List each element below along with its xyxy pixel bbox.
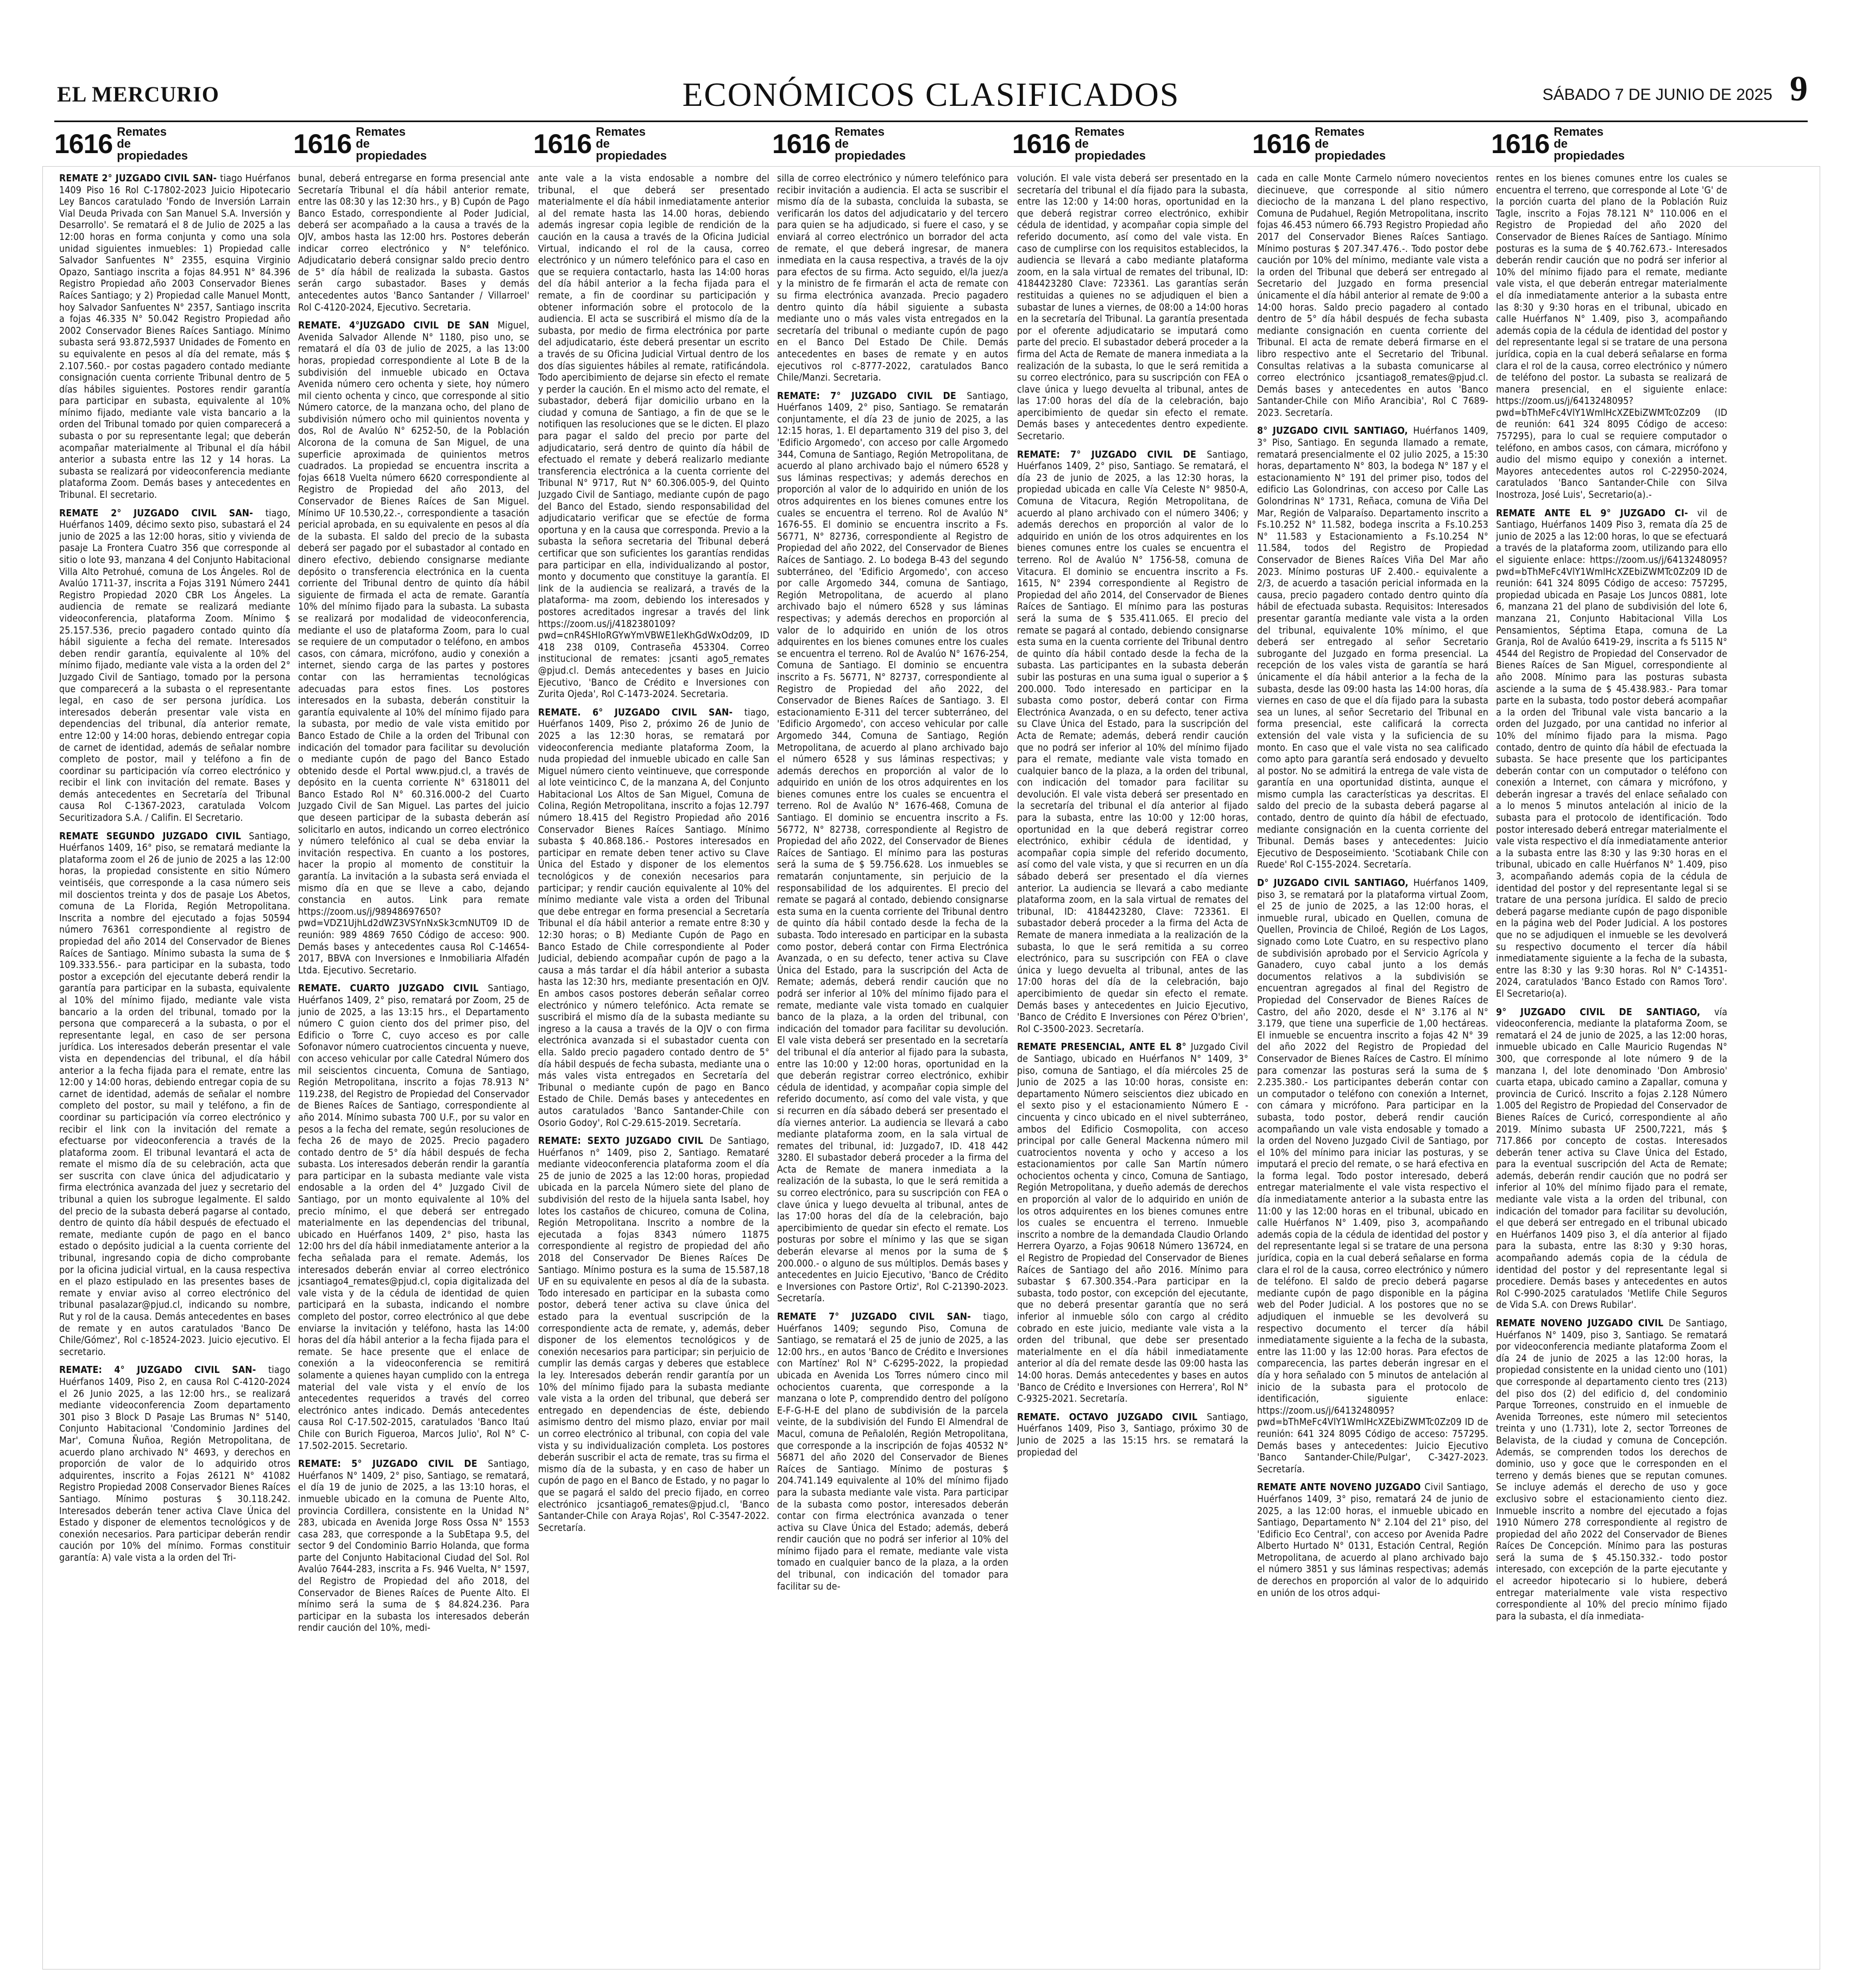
notice-text: Santiago, Huérfanos 1409, 2° piso, Santiago. Se rematarán conjuntamente, el día 23 de junio de 2025, a las 12:15 horas, 1. El departamento 319 del piso 3, del 'Edificio Argomedo', con acceso por calle Argomedo 344, Comuna de Santiago, Región Metropolitana, de acuerdo al plano archivado bajo el número 6528 y sus láminas respectivas; y además derechos en proporción al valor de lo adquirido en unión de los otros adquirentes en los bienes comunes entre los cuales se encuentra el terreno. Rol de Avalúo N° 1676-55. El dominio se encuentra inscrito a Fs. 56771, N° 82736, correspondiente al Registro de Propiedad del año 2022, del Conservador de Bienes Raíces de Santiago. 2. Lo bodega B-43 del segundo subterráneo, del 'Edificio Argomedo', con acceso por calle Argomedo 344, comuna de Santiago, Región Metropolitana, de acuerdo al plano archivado bajo el número 6528 y sus láminas respectivas; y además derechos en proporción al valor de lo adquirido en unión de los otros adquirentes en los bienes comunes entre los cuales se encuentra el terreno. Rol de Avalúo N° 1676-254, Comuna de Santiago. El dominio se encuentra inscrito a Fs. 56771, N° 82737, correspondiente al Registro de Propiedad del año 2022, del Conservador de Bienes Raíces de Santiago. 3. El estacionamiento E-311 del tercer subterráneo, del 'Edificio Argomedo', con acceso vehicular por calle Argomedo 344, Comuna de Santiago, Región Metropolitana, de acuerdo al plano archivado bajo el número 6528 y sus láminas respectivas; y además derechos en proporción al valor de lo adquirido en unión de los otros adquirentes en los bienes comunes entre los cuales se encuentra el terreno. Rol de Avalúo N° 1676-468, Comuna de Santiago. El dominio se encuentra inscrito a Fs. 56772, N° 82738, correspondiente al Registro de Propiedad del año 2022, del Conservador de Bienes Raíces de Santiago. El mínimo para las posturas será la suma de $ 59.756.628. Los inmuebles se rematarán conjuntamente, sin perjuicio de la responsabilidad de los adquirentes. El precio del remate se pagará al contado, debiendo consignarse esta suma en la cuenta corriente del Tribunal dentro de quinto día hábil contado desde la fecha de la subasta. Todo interesado en participar en la subasta como postor, deberá contar con Firma Electrónica Avanzada, o en su defecto, tener activa su Clave Única del Estado, para la suscripción del Acta de Remate; además, deberá rendir caución que no podrá ser inferior al 10% del mínimo fijado para el remate, mediante vale vista tomado en cualquier banco de la plaza, a la orden del tribunal, con indicación del tomador para facilitar su devolución. El vale vista deberá ser presentado en la secretaría del tribunal el día anterior al fijado para la subasta, entre las 10:00 y 12:00 horas, oportunidad en la que deberán registrar correo electrónico, exhibir cédula de identidad, y acompañar copia simple del referido documento, así como del vale vista, y que si recurren en día sábado deberá ser presentado el día viernes anterior. La audiencia se llevará a cabo mediante plataforma zoom, en la sala virtual de remates del tribunal, id: Juzgado7, ID. 418 442 3280. El subastador deberá proceder a la firma del Acta de Remate de manera inmediata a la realización de la subasta, lo que le será remitida a su correo electrónico, para su suscripción con FEA o clave única y luego devuelta al tribunal, antes de las 17:00 horas del día de la celebración, bajo apercibimiento de quedar sin efecto el remate. Los posturas por sobre el mínimo y las que se sigan deberán elevarse al menos por la suma de $ 200.000.- o alguno de sus múltiplos. Demás bases y antecedentes en Juicio Ejecutivo, 'Banco de Crédito e Inversiones con Pastore Ortiz', Rol C-21390-2023. Secretaría.: [777, 390, 1008, 1305]
notice-text: silla de correo electrónico y número telefónico para recibir invitación a audiencia. El acta se suscribir el mismo día de la subasta, concluida la subasta, se verificarán los datos del adjudicatario y del tercero para quien se ha adjudicado, si fuere el caso, y se enviará al correo electrónico un borrador del acta de remate, el que deberá ingresar, de manera inmediata en la causa respectiva, a través de la ojv para efectos de su firma. Acto seguido, el/la juez/a y la ministro de fe firmarán el acta de remate con su firma electrónica avanzada. Precio pagadero dentro quinto día hábil siguiente a subasta mediante uno o más vales vista entregados en la secretaría del tribunal o mediante cupón de pago en el Banco Del Estado De Chile. Demás antecedentes en bases de remate y en autos ejecutivos rol c-8777-2022, caratulados Banco Chile/Manzi. Secretaria.: [777, 173, 1008, 384]
notice: [1496, 508, 1727, 1001]
notice-heading: REMATE ANTE NOVENO JUZGADO: [1257, 1482, 1425, 1493]
classifieds-body: [42, 166, 1820, 1970]
notice: [777, 391, 1008, 1305]
header-rule: [54, 121, 1808, 122]
notice-text: Miguel, Avenida Salvador Allende N° 1180, piso uno, se rematará el día 03 de julio de 2025, a las 13:00 horas, propiedad correspondiente al Lote B de la subdivisión del inmueble ubicado en Octava Avenida número cero ochenta y siete, hoy número mil ciento ochenta y cinco, que corresponde al sitio Número catorce, de la manzana ocho, del plano de subdivisión número ocho mil quinientos noventa y dos, Rol de Avalúo N° 6252-50, de la Población Alcorona de la comuna de San Miguel, de una superficie aproximada de quinientos metros cuadrados. La propiedad se encuentra inscrita a fojas 6618 Vuelta número 6620 correspondiente al Registro de Propiedad del año 2013, del Conservador de Bienes Raíces de San Miguel. Mínimo UF 10.530,22.-, correspondiente a tasación pericial aprobada, en su equivalente en pesos al día de la subasta. El saldo del precio de la subasta deberá ser pagado por el subastador al contado en dinero efectivo, debiendo consignarse mediante depósito o transferencia electrónica en la cuenta corriente del Tribunal dentro de quinto día hábil siguiente de firmada el acta de remate. Garantía 10% del mínimo fijado para la subasta. La subasta se realizará por modalidad de videoconferencia, mediante el uso de plataforma Zoom, para lo cual se requiere de un computador o teléfono, en ambos casos, con cámara, micrófono, audio y conexión a internet, siendo carga de las partes y postores contar con las herramientas tecnológicas adecuadas para estos fines. Los postores interesados en la subasta, deberán constituir la garantía equivalente al 10% del mínimo fijado para la subasta, por medio de vale vista emitido por Banco Estado de Chile a la orden del Tribunal con indicación del tomador para facilitar su devolución o mediante cupón de pago del Banco Estado obtenido desde el Portal www.pjud.cl, a través de depósito en la cuenta corriente N° 6318011 del Banco Estado Rol N° 60.316.000-2 del Cuarto Juzgado Civil de San Miguel. Las partes del juicio que deseen participar de la subasta deberán así solicitarlo en autos, indicando un correo electrónico y número telefónico al cual se deba enviar la invitación respectiva. En cuanto a los postores, hacer la propio al momento de constituir la garantía. La invitación a la subasta será enviada el mismo día en que se lleve a cabo, dejando constancia en autos. Link para remate https://zoom.us/j/98948697650?pwd=VDZ1UjhLd2dWZ3VSYnNxSk3cmNUT09 ID de reunión: 989 4869 7650 Código de acceso: 900. Demás bases y antecedentes causa Rol C-14654-2017, BBVA con Inversiones e Inmobiliaria Alfadén Ltda. Ejecutivo. Secretario.: [298, 320, 529, 976]
category-code: 1616: [533, 129, 592, 159]
category-label: Remates de propiedades: [1315, 125, 1386, 162]
notice: [1017, 1412, 1248, 1459]
notice-text: Huérfanos 1409, piso 3, se rematará por la plataforma virtual Zoom, el 25 de junio de 2025, a las 12:00 horas, el inmueble rural, ubicado en Quellen, comuna de Quellen, Provincia de Chiloé, Región de Los Lagos, signado como Lote Cuatro, en su respectivo plano de subdivisión aprobado por el Servicio Agrícola y Ganadero, cuyo cabal junto a los demás documentos relativos a la subdivisión se encuentran agregados al final del Registro de Propiedad del Conservador de Bienes Raíces de Castro, del año 2020, desde el N° 3.176 al N° 3.179, que tiene una superficie de 1,00 hectáreas. El inmueble se encuentra inscrito a fojas 42 N° 39 del año 2022 del Registro de Propiedad del Conservador de Bienes Raíces de Castro. El mínimo para comenzar las posturas será la suma de $ 2.235.380.- Los participantes deberán contar con un computador o teléfono con conexión a Internet, con cámara y micrófono. Para participar en la subasta, todo postor, deberá rendir caución acompañando un vale vista endosable y tomado a la orden del Noveno Juzgado Civil de Santiago, por el 10% del mínimo para iniciar las posturas, y se imputará el precio del remate, o se hará efectiva en la forma legal. Todo postor interesado, deberá entregar materialmente el vale vista respectivo el día inmediatamente anterior a la subasta entre las 11:00 y las 12:00 horas en el tribunal, ubicado en calle Huérfanos N° 1.409, piso 3, acompañando además copia de la cédula de identidad del postor y del representante legal si se tratare de una persona jurídica, copia en la cual deberá señalarse en forma clara el rol de la causa, correo electrónico y número de teléfono. El saldo de precio deberá pagarse mediante cupón de pago disponible en la página web del Poder Judicial. A los postores que no se adjudiquen el inmueble se les devolverá su respectivo documento el tercer día hábil inmediatamente siguiente a la fecha de la subasta, entre las 11:00 y las 12:00 horas. Para efectos de comparecencia, las partes deberán ingresar en el día y hora señalado con 5 minutos de antelación al inicio de la subasta para el protocolo de identificación, siguiente enlace: https://zoom.us/j/6413248095?pwd=bThMeFc4VlY1WmlHcXZEbiZWMTc0Zz09 ID de reunión: 641 324 8095 Código de acceso: 757295. Demás bases y antecedentes: Juicio Ejecutivo 'Banco Santander-Chile/Pulgar', C-3427-2023. Secretaría.: [1257, 878, 1488, 1475]
notice-heading: REMATE 7° JUZGADO CIVIL SAN-: [777, 1312, 983, 1322]
category-label: Remates de propiedades: [835, 125, 906, 162]
notice: [538, 1136, 769, 1534]
category-code: 1616: [1491, 129, 1550, 159]
notice-heading: REMATE. OCTAVO JUZGADO CIVIL: [1017, 1411, 1207, 1423]
notice-heading: 9° JUZGADO CIVIL DE SANTIAGO,: [1496, 1006, 1714, 1018]
masthead: [0, 0, 1862, 125]
notice-text: Santiago, Huérfanos 1409, Piso 3, Santiago, próximo 30 de Junio de 2025 a las 15:15 hrs. se rematará la propiedad del: [1017, 1411, 1248, 1458]
notice: [298, 1459, 529, 1635]
category-code: 1616: [1252, 129, 1311, 159]
section-title: ECONÓMICOS CLASIFICADOS: [682, 77, 1180, 113]
notice-heading: REMATE NOVENO JUZGADO CIVIL: [1496, 1318, 1669, 1329]
notice-text: Huérfanos 1409, 3° Piso, Santiago. En segunda llamado a remate, rematará presencialmente el 02 julio 2025, a 15:30 horas, departamento N° 803, la bodega N° 187 y el estacionamiento N° 191 del primer piso, todos del edificio Las Golondrinas, con acceso por Calle Las Golondrinas N° 1731, Reñaca, comuna de Viña Del Mar, Región de Valparaíso. Departamento inscrito a Fs.10.252 N° 11.582, bodega inscrita a Fs.10.253 N° 11.583 y Estacionamiento a Fs.10.254 N° 11.584, todos del Registro de Propiedad Conservador de Bienes Raíces Viña Del Mar año 2023. Mínimo posturas UF 2.400.- equivalente a 2/3, de acuerdo a tasación pericial informada en la causa, precio pagadero contado dentro quinto día hábil de efectuada subasta. Requisitos: Interesados presentar garantía mediante vale vista a la orden del tribunal, equivalente 10% mínimo, el que deberá ser entregado al señor Secretario subrogante del Juzgado en forma presencial. La recepción de los vales vista de garantía se hará únicamente el día hábil anterior a la fecha de la subasta, desde las 09:00 hasta las 14:00 horas, día viernes en caso de que el día fijado para la subasta sea un lunes, al señor Secretario del Tribunal en forma presencial, este calificará la correcta extensión del vale vista y la suficiencia de su monto. En caso que el vale vista no sea calificado como apto para garantía será endosado y devuelto al postor. No se admitirá la entrega de vale vista de garantía en una oportunidad distinta, aunque el mismo cumpla las características ya descritas. El saldo del precio de la subasta deberá pagarse al contado, dentro de quinto día hábil de efectuado, mediante consignación en la cuenta corriente del Tribunal. Demás bases y antecedentes: Juicio Ejecutivo de Desposeimiento. 'Scotiabank Chile con Ruede' Rol C-155-2024. Secretaría.: [1257, 426, 1488, 871]
notice-heading: REMATE: 7° JUZGADO CIVIL DE: [777, 390, 967, 402]
notice: [1257, 1482, 1488, 1599]
category-code: 1616: [293, 129, 352, 159]
notice-text: Santiago, Huérfanos N° 1409, 2° piso, Santiago, se rematará, el día 19 de junio de 2025, a las 13:10 horas, el inmueble ubicado en la comuna de Puente Alto, provincia Cordillera, consistente en la Unidad N° 283, ubicada en Avenida Jorge Ross Ossa N° 1553 casa 283, que corresponde a la SubEtapa 9.5, del sector 9 del Condominio Barrio Holanda, que forma parte del Conjunto Habitacional Ciudad del Sol. Rol Avalúo 7644-283, inscrita a Fs. 946 Vuelta, N° 1597, del Registro de Propiedad del año 2018, del Conservador de Bienes Raíces de Puente Alto. El mínimo será la suma de $ 84.824.236. Para participar en la subasta los interesados deberán rendir caución del 10%, medi-: [298, 1459, 529, 1634]
column-5: [1017, 173, 1248, 1959]
notice-text: tiago, Huérfanos 1409, décimo sexto piso, subastará el 24 junio de 2025 a las 12:00 horas, sitio y vivienda de pasaje La Frontera Cuatro 356 que corresponde al sitio o lote 93, manzana 4 del Conjunto Habitacional Villa Alto Petrohué, comuna de Los Ángeles. Rol de Avalúo 1711-37, inscrita a Fojas 3191 Número 2441 Registro Propiedad 2020 CBR Los Ángeles. La audiencia de remate se realizará mediante videoconferencia, plataforma Zoom. Mínimo $ 25.157.536, precio pagadero contado quinto día hábil siguiente a fecha del remate. Interesados deben rendir garantía, equivalente al 10% del mínimo fijado, mediante vale vista a la orden del 2° Juzgado Civil de Santiago, tomado por la persona que comparecerá a la subasta o el representante legal, en caso de ser persona jurídica. Los interesados deberán presentar vale vista en dependencias del tribunal, día anterior remate, entre 12:00 y 14:00 horas, debiendo entregar copia de carnet de identidad, además de señalar nombre completo de postor, mail y teléfono a fin de coordinar su participación vía correo electrónico y recibir el link con invitación del remate. Bases y demás antecedentes en Secretaría del Tribunal causa Rol C-1367-2023, caratulada Volcom Securitizadora S.A. / Califin. El Secretario.: [59, 508, 291, 824]
column-header: [1012, 125, 1146, 162]
notice-heading: REMATE 2° JUZGADO CIVIL SAN-: [59, 173, 220, 184]
column-4: [777, 173, 1008, 1959]
newspaper-brand: EL MERCURIO: [57, 82, 219, 106]
category-code: 1616: [54, 129, 113, 159]
notice-heading: REMATE. CUARTO JUZGADO CIVIL: [298, 983, 488, 995]
notice: [59, 508, 291, 825]
notice: [1496, 1007, 1727, 1312]
notice: [538, 707, 769, 1129]
notice-heading: REMATE: 7° JUZGADO CIVIL DE: [1017, 449, 1207, 460]
notice-heading: REMATE. 6° JUZGADO CIVIL SAN-: [538, 707, 744, 718]
category-label: Remates de propiedades: [356, 125, 427, 162]
notice: [298, 173, 529, 314]
notice: [1017, 173, 1248, 443]
notice: [1496, 173, 1727, 502]
notice-heading: REMATE: SEXTO JUZGADO CIVIL: [538, 1136, 710, 1147]
column-header: [1252, 125, 1386, 162]
notice-text: tiago, Huérfanos 1409; segundo Piso, Comuna de Santiago, se rematará el 25 de junio de 2025, a las 12:00 hrs., en autos 'Banco de Crédito e Inversiones con Martínez' Rol N° C-6295-2022, la propiedad ubicada en Avenida Los Torres número cinco mil ochocientos cuarenta, que corresponde a la manzana o lote P, comprendido dentro del polígono E-F-G-H-E del plano de subdivisión de la parcela veinte, de la subdivisión del Fundo El Almendral de Macul, comuna de Peñalolén, Región Metropolitana, que corresponde a la inscripción de fojas 40532 N° 56871 del año 2020 del Conservador de Bienes Raíces de Santiago. Mínimo de posturas $ 204.741.149 equivalente al 10% del mínimo fijado para la subasta mediante vale vista. Para participar de la subasta como postor, interesados deberán contar con firma electrónica avanzada o tener activa su Clave Única del Estado; además, deberá rendir caución que no podrá ser inferior al 10% del mínimo fijado para el remate, mediante vale vista tomado en cualquier banco de la plaza, a la orden del tribunal, con indicación del tomador para facilitar su de-: [777, 1312, 1008, 1592]
issue-date: SÁBADO 7 DE JUNIO DE 2025: [1542, 86, 1772, 104]
category-label: Remates de propiedades: [1554, 125, 1625, 162]
page-number: 9: [1790, 69, 1808, 109]
notice-heading: REMATE: 5° JUZGADO CIVIL DE: [298, 1459, 488, 1470]
notice: [59, 831, 291, 1359]
notice-text: De Santiago, Huérfanos N° 1409, piso 3, Santiago. Se rematará por videoconferencia mediante plataforma Zoom el día 24 de junio de 2025 a las 12:00 horas, la propiedad consistente en la unidad ciento uno (101) que corresponde al departamento ciento tres (213) del piso dos (2) del edificio d, del condominio Parque Torreones, construido en el inmueble de Avenida Torreones, este número mil setecientos treinta y uno (1.731), lote 2, sector Torreones de Belavista, de la ciudad y comuna de Concepción. Además, se comprenden todos los derechos de dominio, uso y goce que le corresponden en el terreno y demás bienes que se reputan comunes. Se incluye además el derecho de uso y goce exclusivo sobre el estacionamiento ciento diez. Inmueble inscrito a nombre del ejecutado a fojas 1910 Número 278 correspondiente al registro de propiedad del año 2022 del Conservador de Bienes Raíces De Concepción. Mínimo para las posturas será la suma de $ 45.150.332.- todo postor interesado, con excepción de la parte ejecutante y el acreedor hipotecario si lo hubiere, deberá entregar materialmente vale vista respectivo correspondiente al 10% del precio mínimo fijado para la subasta, el día inmediata-: [1496, 1318, 1727, 1622]
notice-text: bunal, deberá entregarse en forma presencial ante Secretaría Tribunal el día hábil anterior remate, entre las 08:30 y las 12:30 hrs., y B) Cupón de Pago Banco Estado, correspondiente al Poder Judicial, deberá ser acompañado a la causa a través de la OJV, ambos hasta las 12:00 hrs. Postores deberán indicar correo electrónico y N° telefónico. Adjudicatario deberá consignar saldo precio dentro de 5° día hábil de realizada la subasta. Gastos serán cargo subastador. Bases y demás antecedentes autos 'Banco Santander / Villarroel' Rol C-4120-2024, Ejecutivo. Secretaria.: [298, 173, 529, 313]
notice: [298, 320, 529, 977]
notice-text: Santiago, Huérfanos 1409, 2° piso, Santiago. Se rematará, el día 23 de junio de 2025, a las 12:30 horas, la propiedad ubicada en calle Vía Celeste N° 9850-A, Comuna de Vitacura, Región Metropolitana, de acuerdo al plano archivado con el número 3406; y además derechos en proporción al valor de lo adquirido en unión de los otros adquirentes en los bienes comunes entre los cuales se encuentra el terreno. Rol de Avalúo N° 1756-58, comuna de Vitacura. El dominio se encuentra inscrito a Fs. 1615, N° 2394 correspondiente al Registro de Propiedad del año 2014, del Conservador de Bienes Raíces de Santiago. El mínimo para las posturas será la suma de $ 535.411.065. El precio del remate se pagará al contado, debiendo consignarse esta suma en la cuenta corriente del Tribunal dentro de quinto día hábil contado desde la fecha de la subasta. Las participantes en la subasta deberán subir las posturas en una suma igual o superior a $ 200.000. Todo interesado en participar en la subasta como postor, deberá contar con Firma Electrónica Avanzada, o en su defecto, tener activa su Clave Única del Estado, para la suscripción del Acta de Remate; además, deberá rendir caución que no podrá ser inferior al 10% del mínimo fijado para el remate, mediante vale vista tomado en cualquier banco de la plaza, a la orden del tribunal, con indicación del tomador para facilitar su devolución. El vale vista deberá ser presentado en la secretaría del tribunal el día anterior al fijado para la subasta, entre las 10:00 y 12:00 horas, oportunidad en la que deberá registrar correo electrónico, exhibir cédula de identidad, y acompañar copia simple del referido documento, así como del vale vista, y que si recurren en un día sábado deberá ser presentado el día viernes anterior. La audiencia se llevará a cabo mediante plataforma zoom, en la sala virtual de remates del tribunal, ID: 4184423280, Clave: 723361. El subastador deberá proceder a la firma del Acta de Remate de manera inmediata a la realización de la subasta, lo que le será remitida a su correo electrónico, para su suscripción con FEA o clave única y luego devuelta al tribunal, antes de las 17:00 horas del día de la celebración, bajo apercibimiento de quedar sin efecto el remate. Demás bases y antecedentes en Juicio Ejecutivo, 'Banco de Crédito E Inversiones con Pérez O'brien', Rol C-3500-2023. Secretaría.: [1017, 449, 1248, 1035]
notice: [777, 173, 1008, 384]
category-label: Remates de propiedades: [117, 125, 188, 162]
column-7: [1496, 173, 1727, 1959]
notice: [1257, 426, 1488, 871]
notice-heading: D° JUZGADO CIVIL SANTIAGO,: [1257, 878, 1413, 889]
category-code: 1616: [772, 129, 831, 159]
column-header: [54, 125, 188, 162]
notice: [1496, 1318, 1727, 1623]
column-header: [772, 125, 906, 162]
column-headers: [54, 127, 1808, 161]
notice: [1017, 449, 1248, 1036]
column-6: [1257, 173, 1488, 1959]
notice-text: tiago Huérfanos 1409 Piso 16 Rol C-17802-2023 Juicio Hipotecario Ley Bancos caratulado 'Fondo de Inversión Larrain Vial Deuda Privada con San Manuel S.A. Inversión y Desarrollo'. Se rematará el 8 de Julio de 2025 a las 12:00 horas en forma conjunta y como una sola unidad siguientes inmuebles: 1) Propiedad calle Salvador Sanfuentes N° 2355, esquina Virginio Opazo, Santiago inscrita a fojas 84.951 N° 84.396 Registro Propiedad año 2003 Conservador Bienes Raíces Santiago; y 2) Propiedad calle Manuel Montt, hoy Salvador Sanfuentes N° 2357, Santiago inscrita a fojas 46.335 N° 50.042 Registro Propiedad año 2002 Conservador Bienes Raíces Santiago. Mínimo subasta será 93.872,5937 Unidades de Fomento en su equivalente en pesos al día del remate, más $ 2.107.560.- por costas pagadero contado mediante consignación cuenta corriente Tribunal dentro de 5 días hábiles siguientes. Postores rendir garantía para participar en subasta, equivalente al 10% mínimo fijado, mediante vale vista bancario a la orden del Tribunal tomado por quien comparecerá a subasta o por su representante legal; que deberán acompañar materialmente al Tribunal el día hábil anterior a subasta entre las 12 y 14 horas. La subasta se realizará por videoconferencia mediante plataforma Zoom. Demás bases y antecedentes en Tribunal. El secretario.: [59, 173, 291, 501]
notice-heading: REMATE. 4°JUZGADO CIVIL DE SAN: [298, 320, 498, 332]
notice-text: Santiago, Huérfanos 1409, 2° piso, rematará por Zoom, 25 de junio de 2025, a las 13:15 hrs., el Departamento número C guion ciento dos del primer piso, del Edificio o Torre C, cuyo acceso es por calle Sofonavor número cuatrocientos cincuenta y nueve, con acceso vehicular por calle Catedral Número dos mil seiscientos cincuenta, Comuna de Santiago, Región Metropolitana, inscrito a fojas 78.913 N° 119.238, del Registro de Propiedad del Conservador de Bienes Raíces de Santiago, correspondiente al año 2014. Mínimo subasta 700 U.F., por su valor en pesos a la fecha del remate, según resoluciones de fecha 26 de mayo de 2025. Precio pagadero contado dentro de 5° día hábil después de fecha subasta. Los interesados deberán rendir la garantía para participar en la subasta mediante vale vista endosable a la orden del 4° Juzgado Civil de Santiago, por un monto equivalente al 10% del precio mínimo, el que deberá ser entregado materialmente en las dependencias del tribunal, ubicado en Huérfanos 1409, 2° piso, hasta las 12:00 hrs del día hábil inmediatamente anterior a la fecha señalada para el remate. Además, los interesados deberán enviar al correo electrónico jcsantiago4_remates@pjud.cl, copia digitalizada del vale vista y de la cédula de identidad de quien participará en la subasta, indicando el nombre completo del postor, correo electrónico al que debe enviarse la invitación y teléfono, hasta las 14:00 horas del día hábil anterior a la fecha fijada para el remate. Se hace presente que el enlace de conexión a la videoconferencia se remitirá solamente a quienes hayan cumplido con la entrega material del vale vista y el envío de los antecedentes requeridos a través del correo electrónico antes indicado. Demás antecedentes causa Rol C-17.502-2015, caratulados 'Banco Itaú Chile con Burich Figueroa, Marcos Julio', Rol N° C-17.502-2015. Secretario.: [298, 983, 529, 1452]
column-header: [1491, 125, 1625, 162]
column-2: [298, 173, 529, 1959]
notice: [59, 1365, 291, 1564]
column-header: [293, 125, 427, 162]
category-label: Remates de propiedades: [1075, 125, 1146, 162]
notice-text: Juzgado Civil de Santiago, ubicado en Huérfanos N° 1409, 3° piso, comuna de Santiago, el día miércoles 25 de Junio de 2025 a las 10:00 horas, consiste en: departamento Número seiscientos diez ubicado en el sexto piso y el estacionamiento Número E - cincuenta y cinco ubicado en el nivel subterráneo, ambos del Edificio Cosmopolita, con acceso principal por calle General Mackenna número mil cuatrocientos noventa y ocho y acceso a los estacionamientos por calle San Martín número ochocientos ochenta y cinco, Comuna de Santiago, Región Metropolitana, y dueño además de derechos en proporción al valor de lo adquirido en unión de los otros adquirentes en los bienes comunes entre los cuales se encuentra el terreno. Inmueble inscrito a nombre de la demandada Claudio Orlando Herrera Oyarzo, a Fojas 90618 Número 136724, en el Registro de Propiedad del Conservador de Bienes Raíces de Santiago del año 2016. Mínimo para subastar $ 67.300.354.-Para participar en la subasta, todo postor, con excepción del ejecutante, que no deberá presentar garantía que no será inferior al inmueble sólo con cargo al crédito cobrado en este juicio, mediante vale vista a la orden del tribunal, que debe ser presentado materialmente en el día hábil inmediatamente anterior al día del remate desde las 09:00 hasta las 14:00 horas. Demás antecedentes y bases en autos 'Banco de Crédito e Inversiones con Herrera', Rol N° C-9325-2021. Secretaría.: [1017, 1042, 1248, 1405]
notice: [1017, 1042, 1248, 1405]
notice-heading: REMATE PRESENCIAL, ANTE EL 8°: [1017, 1042, 1191, 1053]
notice-heading: REMATE ANTE EL 9° JUZGADO CI-: [1496, 508, 1697, 519]
notice: [777, 1312, 1008, 1593]
notice-text: tiago Huérfanos 1409, Piso 2, en causa Rol C-4120-2024 el 26 Junio 2025, a las 12:00 hrs., se realizará mediante videoconferencia Zoom departamento 301 piso 3 Block D Pasaje Las Brumas N° 5140, Conjunto Habitacional 'Condominio Jardines del Mar', Comuna Ñuñoa, Región Metropolitana, de acuerdo plano archivado N° 4693, y derechos en proporción de valor de lo adquirido otros adquirentes, inscrito a Fojas 26121 N° 41082 Registro Propiedad 2008 Conservador Bienes Raíces Santiago. Mínimo posturas $ 30.118.242. Interesados deberán tener activa Clave Única del Estado y disponer de elementos tecnológicos y de conexión necesarios. Para participar deberán rendir caución por 10% del mínimo. Formas constituir garantía: A) vale vista a la orden del Tri-: [59, 1365, 291, 1563]
notice-text: vía videoconferencia, mediante la plataforma Zoom, se rematará el 24 de junio de 2025, a las 12:00 horas, inmueble ubicado en Calle Mauricio Rugendas N° 300, que corresponde al lote número 9 de la manzana I, del lote denominado 'Don Ambrosio' cuarta etapa, ubicado camino a Zapallar, comuna y provincia de Curicó. Inscrito a fojas 2.128 Número 1.005 del Registro de Propiedad del Conservador de Bienes Raíces de Curicó, correspondiente al año 2019. Mínimo subasta UF 2500,7221, más $ 717.866 por concepto de costas. Interesados deberán tener activa su Clave Única del Estado, para la eventual suscripción del Acta de Remate; además, deberán rendir caución que no podrá ser inferior al 10% del mínimo fijado para el remate, mediante vale vista a la orden del tribunal, con indicación del tomador para facilitar su devolución, el que deberá ser entregado en el tribunal ubicado en Huérfanos 1409 piso 3, el día anterior al fijado para la subasta, entre las 8:30 y 9:30 horas, acompañando además copia de la cédula de identidad del postor y del representante legal si procediere. Demás bases y antecedentes en autos Rol C-990-2025 caratulados 'Metlife Chile Seguros de Vida S.A. con Drews Rubilar'.: [1496, 1006, 1727, 1311]
notice: [538, 173, 769, 701]
column-1: [59, 173, 291, 1959]
column-3: [538, 173, 769, 1959]
category-code: 1616: [1012, 129, 1071, 159]
column-header: [533, 125, 667, 162]
notice-text: ante vale a la vista endosable a nombre del tribunal, el que deberá ser presentado materialmente el día hábil inmediatamente anterior al del remate hasta las 14.00 horas, debiendo además ingresar copia legible de rendición de la caución en la causa a través de la Oficina Judicial Virtual, indicando el rol de la causa, correo electrónico y un número telefónico para el caso en que se requiera contactarlo, hasta las 14:00 horas del día hábil anterior a la fecha fijada para el remate, a fin de coordinar su participación y obtener información sobre el protocolo de la audiencia. El acta se suscribirá el mismo día de la subasta, por medio de firma electrónica por parte del adjudicatario, éste deberá presentar un escrito a través de su Oficina Judicial Virtual dentro de los dos días siguientes hábiles al remate, ratificándola. Todo apercibimiento de dejarse sin efecto el remate y perder la caución. En el mismo acto del remate, el subastador, deberá fijar domicilio urbano en la ciudad y comuna de Santiago, a fin de que se le notifiquen las resoluciones que se le dicten. El plazo para pagar el saldo del precio por parte del adjudicatario, será dentro de quinto día hábil de efectuado el remate y deberá realizarlo mediante transferencia electrónica a la cuenta corriente del Tribunal N° 9717, Rut N° 60.306.005-9, del Quinto Juzgado Civil de Santiago, mediante cupón de pago del Banco del Estado, siendo responsabilidad del adjudicatario verificar que se efectúe de forma oportuna y en la causa que corresponda. Previo a la subasta la señora secretaria del Tribunal deberá certificar que son suficientes los garantías rendidas para participar en ella, individualizando al postor, monto y documento que constituye la garantía. El link de la audiencia se realizará, a través de la plataforma- ma zoom, debiendo los interesados y postores acreditados ingresar a través del link https://zoom.us/j/4182380109?pwd=cnR4SHIoRGYwYmVBWE1leKhGdWxOdz09, ID 418 238 0109, Contraseña 453304. Correo institucional de remates: jcsanti ago5_remates @pjud.cl. Demás antecedentes y bases en Juicio Ejecutivo, 'Banco de Crédito e Inversiones con Zurita Ojeda', Rol C-1473-2024. Secretaria.: [538, 173, 769, 700]
notice-text: tiago, Huérfanos 1409, Piso 2, próximo 26 de Junio de 2025 a las 12:30 horas, se rematará por videoconferencia mediante plataforma Zoom, la nuda propiedad del inmueble ubicado en calle San Miguel número ciento veintinueve, que corresponde al lote veinticinco C, de la manzana A, del Conjunto Habitacional Los Altos de San Miguel, Comuna de Colina, Región Metropolitana, inscrito a fojas 12.797 número 18.415 del Registro Propiedad año 2016 Conservador Bienes Raíces Santiago. Mínimo subasta $ 40.868.186.- Postores interesados en participar en remate deben tener activo su Clave Única del Estado y disponer de los elementos tecnológicos y de conexión necesarios para participar; y rendir caución equivalente al 10% del mínimo mediante vale vista a orden del Tribunal que debe entregar en forma presencial a Secretaría Tribunal el día hábil anterior a remate entre 8:30 y 12:30 horas; o B) Mediante Cupón de Pago en Banco Estado de Chile correspondiente al Poder Judicial, debiendo acompañar cupón de pago a la causa a más tardar el día hábil anterior a subasta hasta las 12:30 hrs, mediante presentación en OJV. En ambos casos postores deberán señalar correo electrónico y número telefónico. Acta remate se suscribirá el mismo día de la subasta mediante su ingreso a la causa a través de la OJV o con firma electrónica avanzada si el subastador cuenta con ella. Saldo precio pagadero contado dentro de 5° día hábil después de fecha subasta, mediante una o más vales vista entregados en Secretaría del Tribunal o mediante cupón de pago en Banco Estado de Chile. Demás bases y antecedentes en autos caratulados 'Banco Santander-Chile con Osorio Godoy', Rol C-29.615-2019. Secretaría.: [538, 707, 769, 1129]
notice-heading: REMATE: 4° JUZGADO CIVIL SAN-: [59, 1365, 268, 1376]
notice-text: vil de Santiago, Huérfanos 1409 Piso 3, remata día 25 de junio de 2025 a las 12:00 horas, lo que se efectuará a través de la plataforma zoom, utilizando para ello el siguiente enlace: https://zoom.us/j/6413248095? pwd=bThMeFc4VlY1WmlHcXZEbiZWMTc0Zz09 ID de reunión: 641 324 8095 Código de acceso: 757295, propiedad ubicada en Pasaje Los Juncos 0881, lote 6, manzana 21 del plano de subdivisión del lote 6, manzana 21, Conjunto Habitacional Villa Los Pensamientos, Séptima Etapa, comuna de La Granja, Rol de Avalúo 6419-29, inscrita a fs 5115 N° 4544 del Registro de Propiedad del Conservador de Bienes Raíces de San Miguel, correspondiente al año 2008. Mínimo para las posturas subasta asciende a la suma de $ 45.438.983.- Para tomar parte en la subasta, todo postor deberá acompañar a la orden del Tribunal vale vista bancario a la orden del Juzgado, por una cantidad no inferior al 10% del mínimo fijado para la misma. Pago contado, dentro de quinto día hábil de efectuada la subasta. Se hace presente que los participantes deberán contar con un computador o teléfono con conexión a Internet, con cámara y micrófono, y deberán ingresar a través del enlace señalado con a lo menos 5 minutos antelación al inicio de la subasta para el protocolo de identificación. Todo postor interesado deberá entregar materialmente el vale vista respectivo el día inmediatamente anterior a la subasta entre las 8:30 y las 9:30 horas en el tribunal, ubicado en calle Huérfanos N° 1.409, piso 3, acompañando además copia de la cédula de identidad del postor y del representante legal si se tratare de una persona jurídica. El saldo de precio deberá pagarse mediante cupón de pago disponible en la página web del Poder Judicial. A los postores que no se adjudiquen el inmueble se les devolverá su respectivo documento el tercer día hábil inmediatamente siguiente a la fecha de la subasta, entre las 8:30 y las 9:30 horas. Rol N° C-14351-2024, caratulados 'Banco Estado con Ramos Toro'. El Secretario(a).: [1496, 508, 1727, 999]
notice-text: cada en calle Monte Carmelo número novecientos diecinueve, que corresponde al sitio número dieciocho de la manzana L del plano respectivo, Comuna de Pudahuel, Región Metropolitana, inscrito fojas 46.453 número 66.793 Registro Propiedad año 2017 del Conservador Bienes Raíces Santiago. Mínimo posturas $ 207.347.476.-. Todo postor debe caución por 10% del mínimo, mediante vale vista a la orden del Tribunal que deberá ser entregado al Secretario del Juzgado en forma presencial únicamente el día hábil anterior al remate de 9:00 a 14:00 horas. Saldo precio pagadero al contado dentro de 5° día hábil después de fecha subasta mediante consignación en cuenta corriente del Tribunal. El acta de remate deberá firmarse en el libro respectivo ante el Secretario del Tribunal. Consultas relativas a la subasta comunicarse al correo electrónico jcsantiago8_remates@pjud.cl. Demás bases y antecedentes en autos 'Banco Santander-Chile con Miño Arancibia', Rol C 7689-2023. Secretaría.: [1257, 173, 1488, 419]
notice-text: rentes en los bienes comunes entre los cuales se encuentra el terreno, que corresponde al Lote 'G' de la porción cuarta del plano de la Población Ruiz Tagle, inscrito a Fojas 78.121 N° 110.006 en el Registro de Propiedad del año 2020 del Conservador de Bienes Raíces de Santiago. Mínimo posturas es la suma de $ 40.762.673.- Interesados deberán rendir caución que no podrá ser inferior al 10% del mínimo fijado para el remate, mediante vale vista, el que deberán entregar materialmente el día inmediatamente anterior a la subasta entre las 8:30 y 9:30 horas en el tribunal, ubicado en calle Huérfanos N° 1.409, piso 3, acompañando además copia de la cédula de identidad del postor y del representante legal si se tratare de una persona jurídica, copia en la cual deberá señalarse en forma clara el rol de la causa, correo electrónico y número de teléfono del postor. La subasta se realizará de manera presencial, en el siguiente enlace: https://zoom.us/j/6413248095?pwd=bThMeFc4VlY1WmlHcXZEbiZWMTc0Zz09 (ID de reunión: 641 324 8095 Código de acceso: 757295), para lo cual se requiere computador o teléfono, en ambos casos, con cámara, micrófono y audio del mismo equipo y conexión a internet. Mayores antecedentes autos rol C-22950-2024, caratulados 'Banco Santander-Chile con Silva Inostroza, José Luis', Secretario(a).-: [1496, 173, 1727, 501]
notice-text: De Santiago, Huérfanos n° 1409, piso 2, Santiago. Remataré mediante videoconferencia plataforma zoom el día 25 de junio de 2025 a las 12:00 horas, propiedad ubicada en la parcela Número siete del plano de subdivisión del resto de la hijuela santa Isabel, hoy lotes los castaños de chicureo, comuna de Colina, Región Metropolitana. Inscrito a nombre de la ejecutada a fojas 8343 número 11875 correspondiente al registro de propiedad del año 2018 del Conservador De Bienes Raíces De Santiago. Mínimo postura es la suma de 15.587,18 UF en su equivalente en pesos al día de la subasta. Todo interesado en participar en la subasta como postor, deberá tener activa su clave única del estado para la eventual suscripción de la correspondiente acta de remate, y, además, deber disponer de los elementos tecnológicos y de conexión necesarios para participar; sin perjuicio de cumplir las demás cargas y deberes que establece la ley. Interesados deberán rendir garantía por un 10% del mínimo fijado para la subasta mediante vale vista a la orden del tribunal, que deberá ser entregado en dependencias de éste, debiendo asimismo dentro del mismo plazo, enviar por mail un correo electrónico al tribunal, con copia del vale vista y su individualización completa. Los postores deberán suscribir el acta de remate, tras su firma el mismo día de la subasta, y en caso de haber un cupón de pago en el Banco de Estado, y no pagar lo que se pagará el saldo del precio fijado, en correo electrónico jcsantiago6_remates@pjud.cl, 'Banco Santander-Chile con Araya Rojas', Rol C-3547-2022. Secretaría.: [538, 1136, 769, 1534]
notice: [59, 173, 291, 502]
notice-heading: REMATE 2° JUZGADO CIVIL SAN-: [59, 508, 266, 519]
notice-heading: 8° JUZGADO CIVIL SANTIAGO,: [1257, 426, 1413, 437]
notice-heading: REMATE SEGUNDO JUZGADO CIVIL: [59, 831, 249, 842]
category-label: Remates de propiedades: [596, 125, 667, 162]
notice: [298, 983, 529, 1452]
notice: [1257, 878, 1488, 1476]
notice: [1257, 173, 1488, 419]
notice-text: volución. El vale vista deberá ser presentado en la secretaría del tribunal el día fijado para la subasta, entre las 12:00 y 14:00 horas, oportunidad en la que deberá registrar correo electrónico, exhibir cédula de identidad, y acompañar copia simple del referido documento, así como del vale vista. En caso de cumplirse con los requisitos establecidos, la audiencia se llevará a cabo mediante plataforma zoom, en la sala virtual de remates del tribunal, ID: 4184423280 Clave: 723361. Las garantías serán restituidas a quienes no se adjudiquen el bien a subastar de lunes a viernes, de 08:00 a 14:00 horas en la secretaría del Tribunal. La garantía presentada por el oferente adjudicatario se imputará como parte del precio. El subastador deberá proceder a la firma del Acta de Remate de manera inmediata a la realización de la subasta, lo que le será remitida a su correo electrónico, para su suscripción con FEA o clave única y luego devuelta al tribunal, antes de las 17:00 horas del día de la celebración, bajo apercibimiento de quedar sin efecto el remate. Demás bases y antecedentes dentro expediente. Secretario.: [1017, 173, 1248, 442]
notice-text: Santiago, Huérfanos 1409, 16° piso, se rematará mediante la plataforma zoom el 26 de junio de 2025 a las 12:00 horas, la propiedad consistente en sitio Número veintiséis, que corresponde a la casa número seis mil doscientos treinta y dos de pasaje Los Abetos, comuna de La Florida, Región Metropolitana. Inscrita a nombre del ejecutado a fojas 50594 número 76361 correspondiente al registro de propiedad del año 2014 del Conservador de Bienes Raíces de Santiago. Mínimo subasta la suma de $ 109.333.556.- para participar en la subasta, todo postor a excepción del ejecutante deberá rendir la garantía para participar en la subasta, equivalente al 10% del mínimo fijado, mediante vale vista bancario a la orden del tribunal, tomado por la persona que comparecerá a la subasta, o por el representante legal, en caso de ser persona jurídica. Los interesados deberán presentar el vale vista en dependencias del tribunal, el día hábil anterior a la fecha fijada para el remate, entre las 12:00 y 14:00 horas, debiendo entregar copia de su carnet de identidad, además de señalar el nombre completo del postor, su mail y teléfono, a fin de coordinar su participación vía correo electrónico y recibir el link con la invitación del remate a efectuarse por videoconferencia a través de la plataforma zoom. El tribunal levantará el acta de remate el mismo día de su celebración, acta que ser suscrita con clave única del adjudicatario y firma electrónica avanzada del juez y secretario del tribunal a quien los subrogue legalmente. El saldo del precio de la subasta deberá pagarse al contado, dentro de quinto día hábil después de efectuado el remate, mediante cupón de pago en el banco estado o depósito judicial a la cuenta corriente del tribunal, ingresando copia de dicho comprobante por la oficina judicial virtual, en la causa respectiva en el plazo estipulado en las presentes bases de remate y enviar aviso al correo electrónico del tribunal pasalazar@pjud.cl, indicando su nombre, Rut y rol de la causa. Demás antecedentes en bases de remate y en autos caratulados 'Banco De Chile/Gómez', Rol c-18524-2023. Juicio ejecutivo. El secretario.: [59, 831, 291, 1358]
notice-text: Civil Santiago, Huérfanos 1409, 3° piso, rematará 24 de junio de 2025, a las 12:00 horas, el inmueble ubicado en Santiago, Departamento N° 2.104 del 21° piso, del 'Edificio Eco Central', con acceso por Avenida Padre Alberto Hurtado N° 0131, Estación Central, Región Metropolitana, de acuerdo al plano archivado bajo el número 3851 y sus láminas respectivas; además de derechos en proporción al valor de lo adquirido en unión de los otros adqui-: [1257, 1482, 1488, 1599]
